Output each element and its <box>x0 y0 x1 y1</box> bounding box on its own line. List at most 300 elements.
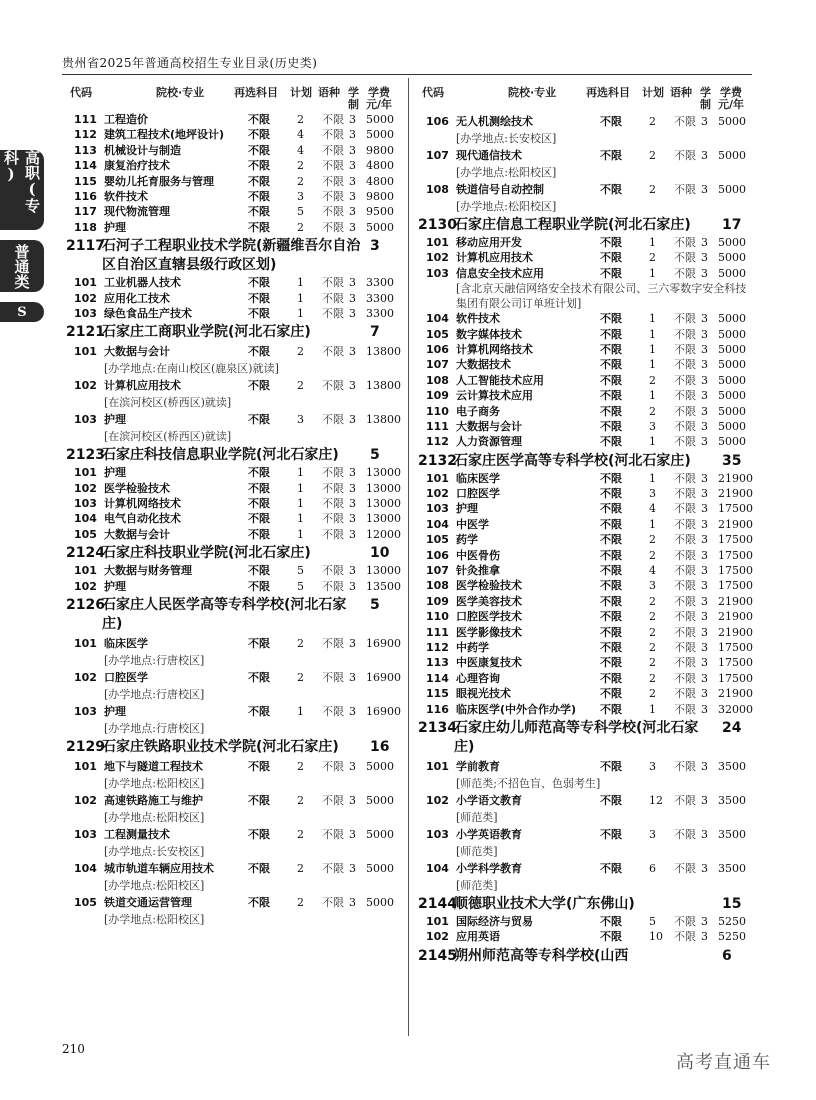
language: 不限 <box>322 174 344 188</box>
tuition-fee: 13000 <box>366 497 401 511</box>
major-code: 110 <box>426 610 449 624</box>
study-length: 3 <box>349 705 356 719</box>
language: 不限 <box>674 610 696 624</box>
major-code: 101 <box>426 236 449 249</box>
study-length: 3 <box>701 389 708 403</box>
tuition-fee: 5000 <box>718 115 746 128</box>
tuition-fee: 21900 <box>718 610 753 624</box>
major-name: 大数据与财务管理 <box>104 564 192 578</box>
plan-count: 1 <box>649 517 656 531</box>
plan-count: 1 <box>297 466 304 480</box>
column-header <box>418 82 754 112</box>
major-code: 107 <box>426 564 449 578</box>
major-code: 101 <box>74 564 97 578</box>
school-name: 朔州师范高等专科学校(山西 <box>454 947 629 964</box>
major-code: 102 <box>426 251 449 265</box>
language: 不限 <box>674 327 696 341</box>
col-length-2: 制 <box>348 98 359 111</box>
subject-requirement: 不限 <box>248 705 270 719</box>
major-row <box>418 373 754 388</box>
plan-count: 1 <box>649 389 656 403</box>
subject-requirement: 不限 <box>600 625 622 639</box>
study-length: 3 <box>349 291 356 305</box>
school-code: 2134 <box>418 719 457 736</box>
plan-count: 1 <box>649 435 656 449</box>
study-length: 3 <box>349 896 356 910</box>
plan-count: 5 <box>649 914 656 928</box>
major-note: [办学地点:行唐校区] <box>104 654 205 668</box>
major-name: 地下与隧道工程技术 <box>104 760 203 774</box>
subject-requirement: 不限 <box>248 760 270 774</box>
subject-requirement: 不限 <box>248 862 270 876</box>
school-code: 2121 <box>66 324 105 341</box>
subject-requirement: 不限 <box>600 149 622 162</box>
col-length-1: 学 <box>700 86 711 99</box>
plan-count: 2 <box>649 404 656 418</box>
school-name: 石家庄信息工程职业学院(河北石家庄) <box>454 217 691 233</box>
study-length: 3 <box>701 358 708 372</box>
study-length: 3 <box>349 174 356 188</box>
tuition-fee: 21900 <box>718 487 753 501</box>
school-plan-total: 5 <box>370 447 380 464</box>
major-name: 工程测量技术 <box>104 828 170 842</box>
subject-requirement: 不限 <box>600 827 622 841</box>
school-name: 石家庄工商职业学院(河北石家庄) <box>102 324 311 341</box>
major-note: [办学地点:长安校区] <box>456 132 557 145</box>
subject-requirement: 不限 <box>248 564 270 578</box>
major-code: 114 <box>426 671 449 685</box>
major-code: 103 <box>74 497 97 511</box>
major-code: 112 <box>426 640 449 654</box>
major-code: 104 <box>426 312 449 326</box>
tuition-fee: 9500 <box>366 205 394 219</box>
major-row <box>418 757 754 776</box>
major-name: 医学影像技术 <box>456 625 522 639</box>
major-code: 101 <box>426 914 449 928</box>
major-name: 计算机应用技术 <box>456 251 533 265</box>
language: 不限 <box>674 671 696 685</box>
major-code: 111 <box>74 113 97 126</box>
study-length: 3 <box>701 861 708 875</box>
study-length: 3 <box>701 342 708 356</box>
plan-count: 2 <box>297 794 304 808</box>
study-length: 3 <box>349 276 356 290</box>
tuition-fee: 5000 <box>718 435 746 449</box>
language: 不限 <box>322 564 344 578</box>
plan-count: 3 <box>649 487 656 501</box>
study-length: 3 <box>349 379 356 393</box>
major-name: 临床医学 <box>456 471 500 485</box>
plan-count: 3 <box>649 419 656 433</box>
major-row <box>66 376 402 395</box>
language: 不限 <box>322 113 344 126</box>
school-header <box>66 323 402 342</box>
language: 不限 <box>322 159 344 173</box>
study-length: 3 <box>349 671 356 685</box>
language: 不限 <box>674 564 696 578</box>
subject-requirement: 不限 <box>600 373 622 387</box>
tuition-fee: 16900 <box>366 705 401 719</box>
col-length-1: 学 <box>348 86 359 99</box>
col-plan: 计划 <box>290 86 312 99</box>
plan-count: 1 <box>297 527 304 541</box>
language: 不限 <box>322 497 344 511</box>
tuition-fee: 32000 <box>718 702 753 716</box>
language: 不限 <box>674 312 696 326</box>
plan-count: 2 <box>297 862 304 876</box>
language: 不限 <box>674 594 696 608</box>
study-length: 3 <box>701 502 708 516</box>
study-length: 3 <box>701 327 708 341</box>
major-code: 106 <box>426 342 449 356</box>
plan-count: 2 <box>649 251 656 265</box>
major-code: 102 <box>74 291 97 305</box>
study-length: 3 <box>701 827 708 841</box>
tuition-fee: 5000 <box>718 389 746 403</box>
col-fee-1: 学费 <box>368 86 390 99</box>
major-row <box>418 594 754 609</box>
major-name: 数字媒体技术 <box>456 327 522 341</box>
subject-requirement: 不限 <box>248 220 270 234</box>
major-row <box>418 112 754 131</box>
major-name: 大数据技术 <box>456 358 511 372</box>
major-row <box>66 634 402 653</box>
major-row <box>418 532 754 547</box>
language: 不限 <box>322 291 344 305</box>
tuition-fee: 17500 <box>718 640 753 654</box>
language: 不限 <box>322 189 344 203</box>
study-length: 3 <box>701 625 708 639</box>
language: 不限 <box>674 548 696 562</box>
study-length: 3 <box>349 497 356 511</box>
major-code: 101 <box>74 276 97 290</box>
major-row <box>418 548 754 563</box>
study-length: 3 <box>701 471 708 485</box>
major-code: 101 <box>74 760 97 774</box>
study-length: 3 <box>701 914 708 928</box>
col-fee-2: 元/年 <box>366 98 393 111</box>
tuition-fee: 5250 <box>718 914 746 928</box>
major-name: 工业机器人技术 <box>104 276 181 290</box>
major-row <box>418 250 754 265</box>
major-name: 软件技术 <box>456 312 500 326</box>
major-row <box>418 342 754 357</box>
tuition-fee: 5000 <box>718 183 746 196</box>
study-length: 3 <box>349 760 356 774</box>
major-name: 计算机应用技术 <box>104 379 181 393</box>
plan-count: 3 <box>649 759 656 773</box>
plan-count: 2 <box>297 828 304 842</box>
subject-requirement: 不限 <box>248 527 270 541</box>
school-name: 石家庄科技职业学院(河北石家庄) <box>102 545 311 562</box>
tuition-fee: 5000 <box>366 760 394 774</box>
tuition-fee: 13000 <box>366 564 401 578</box>
major-code: 105 <box>426 533 449 547</box>
major-code: 102 <box>74 671 97 685</box>
plan-count: 4 <box>649 502 656 516</box>
major-code: 102 <box>74 481 97 495</box>
study-length: 3 <box>349 113 356 126</box>
subject-requirement: 不限 <box>600 533 622 547</box>
subject-requirement: 不限 <box>248 512 270 526</box>
major-code: 104 <box>426 517 449 531</box>
school-header <box>66 596 402 634</box>
subject-requirement: 不限 <box>600 404 622 418</box>
major-code: 105 <box>426 327 449 341</box>
major-row <box>66 291 402 306</box>
subject-requirement: 不限 <box>600 687 622 701</box>
study-length: 3 <box>701 702 708 716</box>
study-length: 3 <box>349 413 356 427</box>
major-name: 小学语文教育 <box>456 793 522 807</box>
column-header <box>66 82 402 112</box>
subject-requirement: 不限 <box>248 379 270 393</box>
major-name: 婴幼儿托育服务与管理 <box>104 174 214 188</box>
plan-count: 2 <box>649 610 656 624</box>
language: 不限 <box>322 527 344 541</box>
language: 不限 <box>674 373 696 387</box>
major-name: 中药学 <box>456 640 489 654</box>
col-lang: 语种 <box>318 86 340 99</box>
plan-count: 2 <box>649 671 656 685</box>
school-header <box>418 895 754 914</box>
plan-count: 1 <box>649 266 656 280</box>
major-note: [师范类] <box>456 878 498 892</box>
major-code: 102 <box>74 379 97 393</box>
school-plan-total: 17 <box>722 217 742 233</box>
school-plan-total: 7 <box>370 324 380 341</box>
major-name: 中医骨伤 <box>456 548 500 562</box>
language: 不限 <box>322 671 344 685</box>
tuition-fee: 5000 <box>718 419 746 433</box>
major-name: 绿色食品生产技术 <box>104 306 192 320</box>
study-length: 3 <box>349 306 356 320</box>
col-fee-1: 学费 <box>720 86 742 99</box>
major-code: 103 <box>426 827 449 841</box>
language: 不限 <box>322 579 344 593</box>
subject-requirement: 不限 <box>248 306 270 320</box>
plan-count: 1 <box>649 471 656 485</box>
subject-requirement: 不限 <box>600 236 622 249</box>
major-row <box>418 791 754 810</box>
language: 不限 <box>674 861 696 875</box>
study-length: 3 <box>701 183 708 196</box>
study-length: 3 <box>701 671 708 685</box>
study-length: 3 <box>349 828 356 842</box>
major-code: 103 <box>74 828 97 842</box>
major-name: 口腔医学 <box>456 487 500 501</box>
major-name: 护理 <box>104 579 126 593</box>
major-code: 109 <box>426 389 449 403</box>
subject-requirement: 不限 <box>600 914 622 928</box>
subject-requirement: 不限 <box>600 327 622 341</box>
plan-count: 2 <box>649 115 656 128</box>
subject-requirement: 不限 <box>600 759 622 773</box>
major-note: [含北京天融信网络安全技术有限公司、三六零数字安全科技集团有限公司订单班计划] <box>456 282 747 311</box>
major-name: 现代物流管理 <box>104 205 170 219</box>
language: 不限 <box>674 827 696 841</box>
major-name: 康复治疗技术 <box>104 159 170 173</box>
major-row <box>66 465 402 480</box>
language: 不限 <box>322 379 344 393</box>
major-row <box>418 517 754 532</box>
col-code: 代码 <box>70 86 92 99</box>
subject-requirement: 不限 <box>248 143 270 157</box>
study-length: 3 <box>349 466 356 480</box>
school-plan-total: 24 <box>722 719 742 736</box>
school-plan-total: 16 <box>370 739 390 756</box>
plan-count: 2 <box>297 671 304 685</box>
language: 不限 <box>674 687 696 701</box>
plan-count: 2 <box>297 379 304 393</box>
tuition-fee: 3300 <box>366 291 394 305</box>
plan-count: 5 <box>297 564 304 578</box>
school-code: 2123 <box>66 447 105 464</box>
major-row <box>66 342 402 361</box>
major-name: 铁道交通运营管理 <box>104 896 192 910</box>
plan-count: 1 <box>297 497 304 511</box>
major-name: 临床医学(中外合作办学) <box>456 702 577 716</box>
major-code: 116 <box>426 702 449 716</box>
study-length: 3 <box>349 345 356 359</box>
language: 不限 <box>674 656 696 670</box>
major-name: 移动应用开发 <box>456 236 522 249</box>
page-header: 贵州省2025年普通高校招生专业目录(历史类) <box>62 56 318 70</box>
major-code: 101 <box>426 471 449 485</box>
major-note: [办学地点:松阳校区] <box>456 166 557 179</box>
plan-count: 2 <box>649 149 656 162</box>
major-row <box>66 527 402 542</box>
school-code: 2144 <box>418 895 457 912</box>
tuition-fee: 21900 <box>718 687 753 701</box>
major-row <box>66 410 402 429</box>
major-name: 大数据与会计 <box>104 527 170 541</box>
plan-count: 2 <box>297 896 304 910</box>
page-number: 210 <box>62 1042 85 1056</box>
subject-requirement: 不限 <box>248 205 270 219</box>
col-plan: 计划 <box>642 86 664 99</box>
major-row <box>418 486 754 501</box>
major-name: 护理 <box>456 502 478 516</box>
plan-count: 4 <box>649 564 656 578</box>
major-name: 小学英语教育 <box>456 827 522 841</box>
major-name: 高速铁路施工与维护 <box>104 794 203 808</box>
tuition-fee: 3500 <box>718 827 746 841</box>
major-code: 102 <box>74 794 97 808</box>
subject-requirement: 不限 <box>600 342 622 356</box>
major-note: [办学地点:松阳校区] <box>104 879 205 893</box>
school-name: 石家庄人民医学高等专科学校(河北石家庄) <box>102 597 347 633</box>
study-length: 3 <box>349 143 356 157</box>
major-code: 103 <box>74 413 97 427</box>
plan-count: 2 <box>649 548 656 562</box>
tuition-fee: 13800 <box>366 413 401 427</box>
school-name: 石家庄铁路职业技术学院(河北石家庄) <box>102 739 339 756</box>
major-row <box>66 757 402 776</box>
tuition-fee: 5000 <box>718 404 746 418</box>
major-note: [办学地点:松阳校区] <box>456 200 557 213</box>
tuition-fee: 5000 <box>366 113 394 126</box>
right-column <box>418 82 754 966</box>
subject-requirement: 不限 <box>248 637 270 651</box>
major-row <box>418 404 754 419</box>
study-length: 3 <box>701 435 708 449</box>
col-lang: 语种 <box>670 86 692 99</box>
school-name: 石家庄幼儿师范高等专科学校(河北石家庄) <box>454 719 699 755</box>
school-plan-total: 6 <box>722 947 732 964</box>
major-row <box>418 563 754 578</box>
study-length: 3 <box>349 579 356 593</box>
tuition-fee: 5000 <box>718 358 746 372</box>
major-code: 103 <box>426 502 449 516</box>
plan-count: 3 <box>649 579 656 593</box>
major-code: 108 <box>426 183 449 196</box>
subject-requirement: 不限 <box>600 579 622 593</box>
plan-count: 1 <box>649 342 656 356</box>
subject-requirement: 不限 <box>600 358 622 372</box>
study-length: 3 <box>701 487 708 501</box>
language: 不限 <box>674 251 696 265</box>
subject-requirement: 不限 <box>600 671 622 685</box>
major-name: 医学美容技术 <box>456 594 522 608</box>
major-row <box>418 578 754 593</box>
tuition-fee: 3300 <box>366 276 394 290</box>
major-row <box>418 825 754 844</box>
tab-general: 普通类 <box>0 240 44 292</box>
language: 不限 <box>674 266 696 280</box>
plan-count: 2 <box>649 656 656 670</box>
school-header <box>418 719 754 757</box>
plan-count: 3 <box>297 189 304 203</box>
study-length: 3 <box>701 793 708 807</box>
major-note: [师范类] <box>456 844 498 858</box>
subject-requirement: 不限 <box>600 548 622 562</box>
major-name: 铁道信号自动控制 <box>456 183 544 196</box>
col-subject: 再选科目 <box>586 86 630 99</box>
subject-requirement: 不限 <box>600 266 622 280</box>
col-school-major: 院校·专业 <box>156 86 205 99</box>
major-row <box>66 563 402 578</box>
major-row <box>66 496 402 511</box>
school-header <box>66 544 402 563</box>
study-length: 3 <box>349 862 356 876</box>
language: 不限 <box>674 471 696 485</box>
plan-count: 6 <box>649 861 656 875</box>
major-row <box>418 609 754 624</box>
study-length: 3 <box>349 159 356 173</box>
tuition-fee: 13800 <box>366 379 401 393</box>
study-length: 3 <box>701 404 708 418</box>
major-row <box>418 419 754 434</box>
subject-requirement: 不限 <box>248 497 270 511</box>
tuition-fee: 21900 <box>718 625 753 639</box>
language: 不限 <box>674 487 696 501</box>
col-length-2: 制 <box>700 98 711 111</box>
major-row <box>418 671 754 686</box>
major-row <box>66 143 402 158</box>
major-name: 计算机网络技术 <box>104 497 181 511</box>
major-row <box>418 327 754 342</box>
subject-requirement: 不限 <box>248 159 270 173</box>
plan-count: 1 <box>297 512 304 526</box>
study-length: 3 <box>701 115 708 128</box>
subject-requirement: 不限 <box>248 794 270 808</box>
language: 不限 <box>322 205 344 219</box>
language: 不限 <box>322 794 344 808</box>
school-plan-total: 10 <box>370 545 390 562</box>
major-row <box>66 275 402 290</box>
major-code: 117 <box>74 205 97 219</box>
